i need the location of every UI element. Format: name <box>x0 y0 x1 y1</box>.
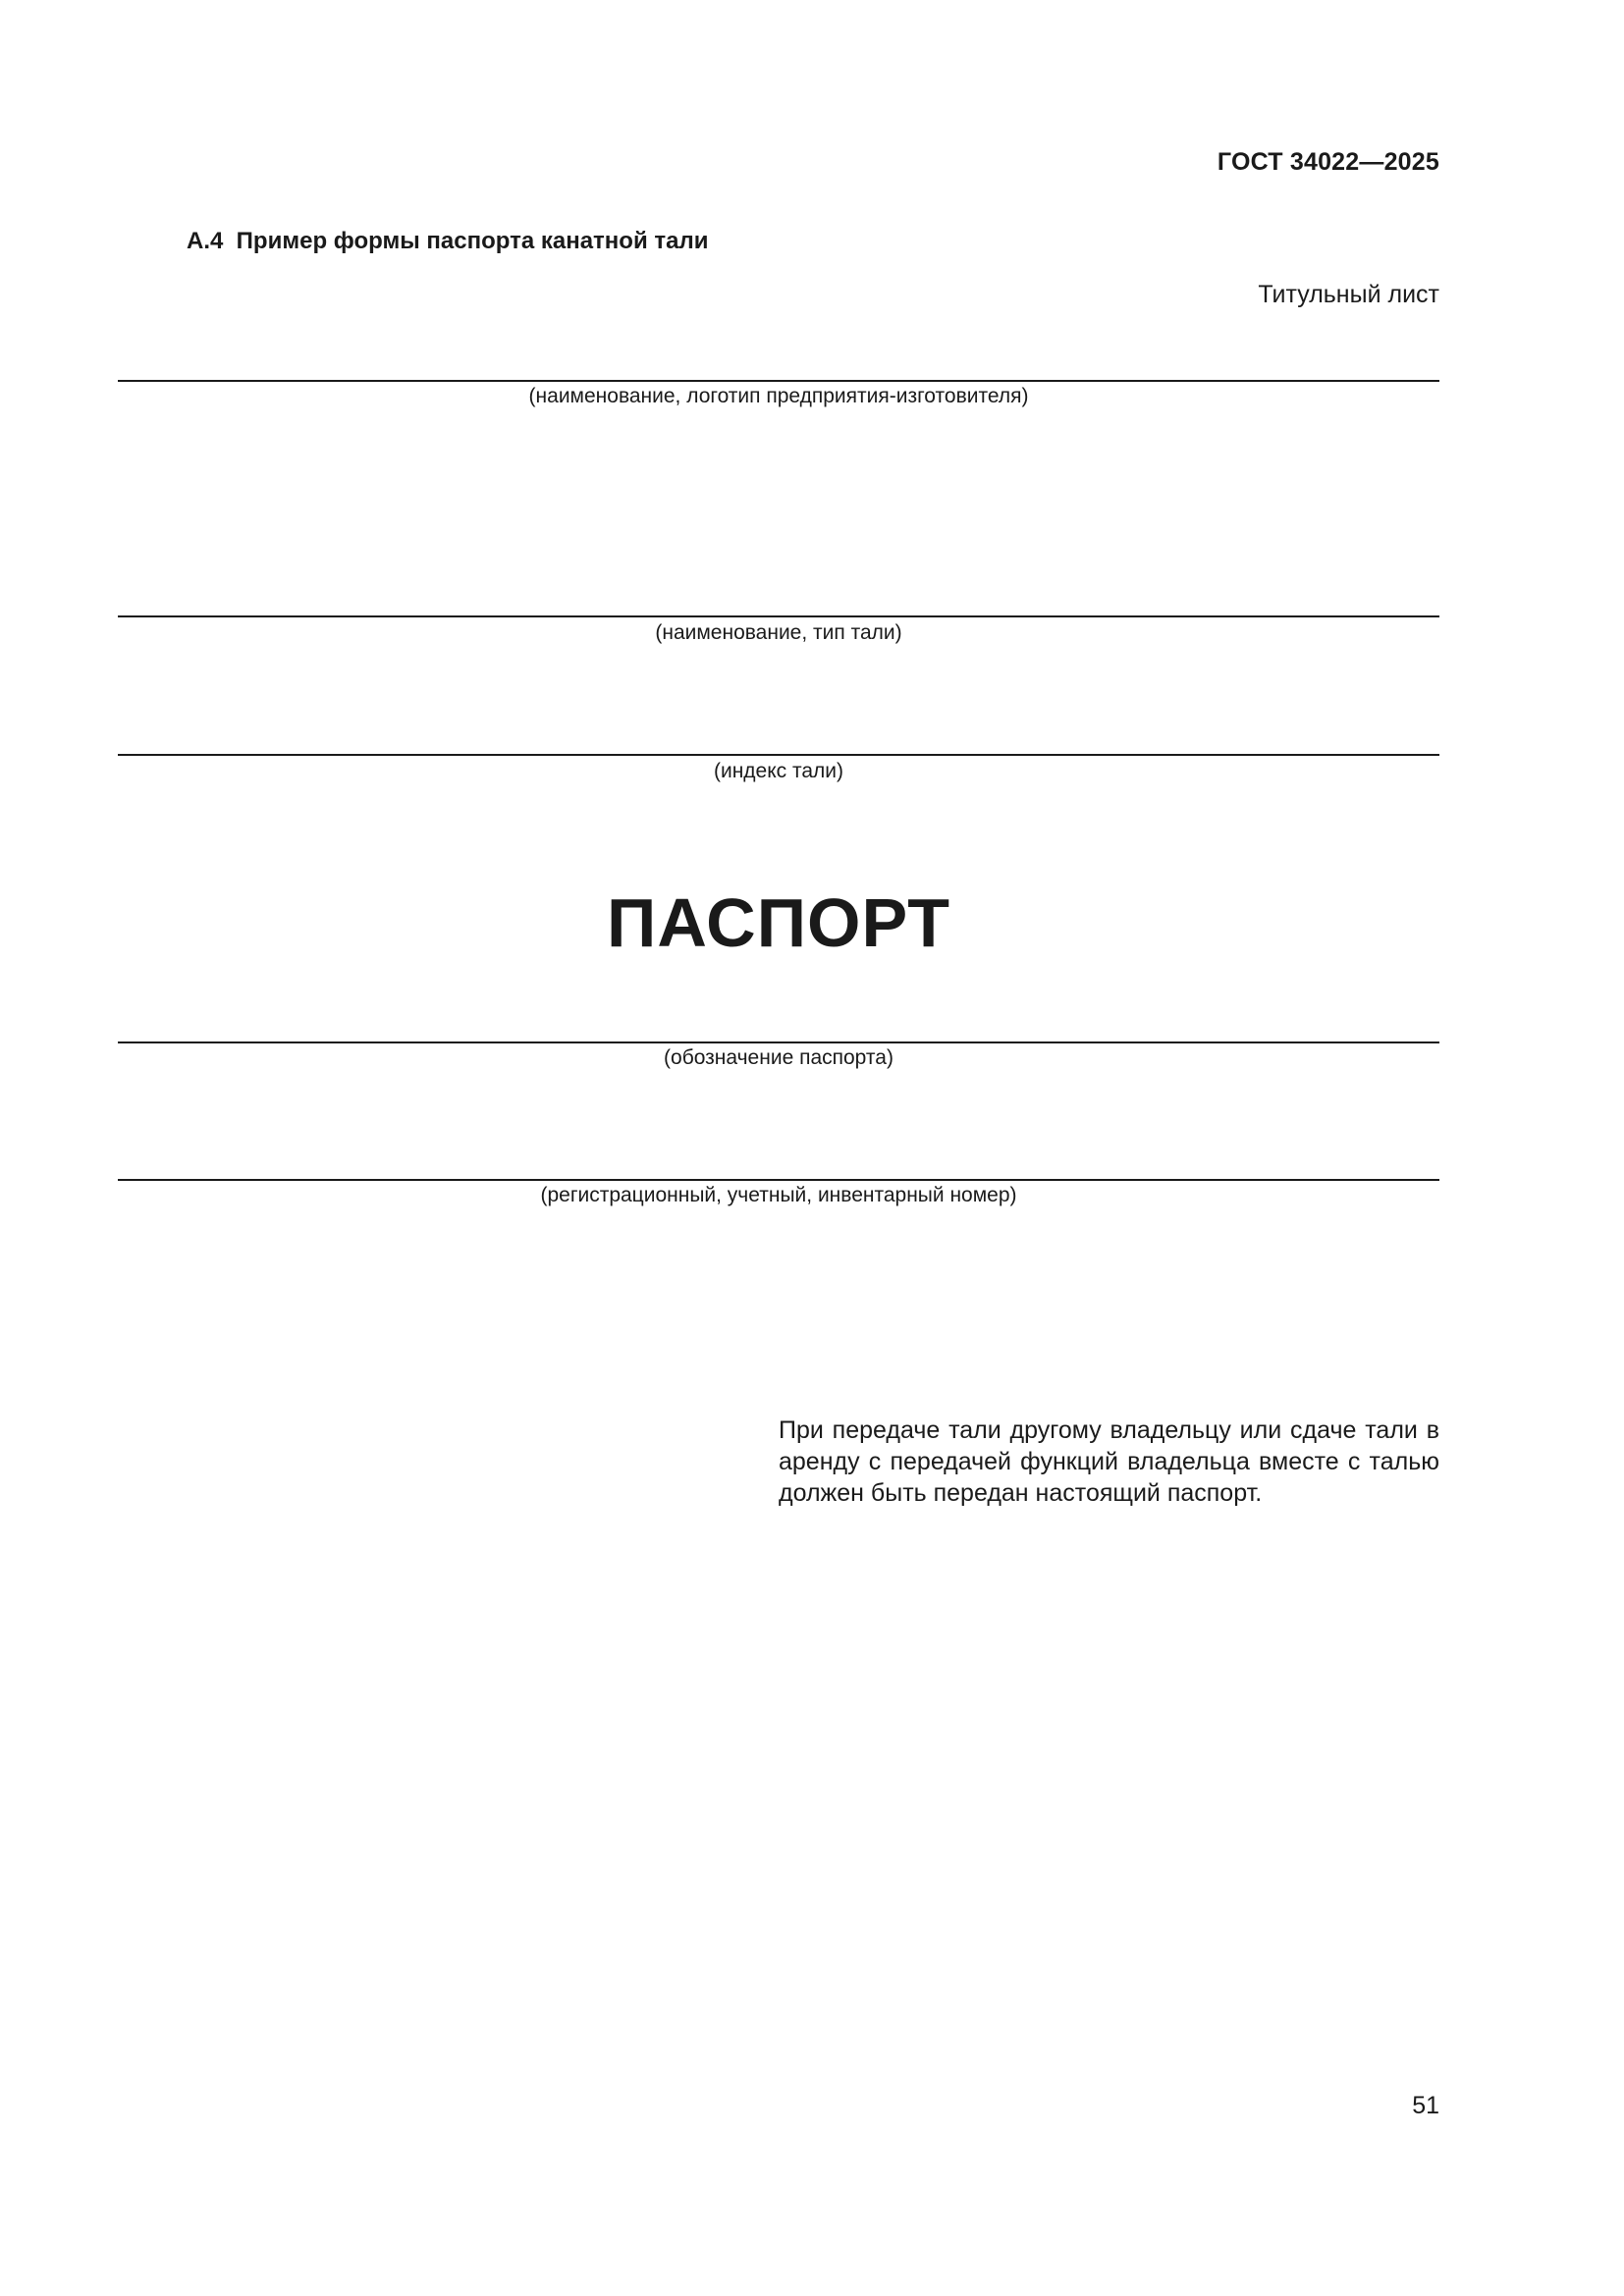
registration-number-field-line <box>118 1179 1439 1181</box>
registration-number-field-caption: (регистрационный, учетный, инвентарный номер) <box>540 1184 1017 1206</box>
manufacturer-field-caption: (наименование, логотип предприятия-изготовителя) <box>528 385 1029 407</box>
hoist-index-field-caption: (индекс тали) <box>713 760 844 782</box>
sheet-label: Титульный лист <box>1258 281 1439 308</box>
section-heading: А.4 Пример формы паспорта канатной тали <box>187 228 709 254</box>
hoist-name-field-line <box>118 615 1439 617</box>
transfer-note: При передаче тали другому владельцу или сдаче тали в аренду с передачей функций владельца вместе с талью должен быть передан настоящий паспорт. <box>779 1416 1439 1507</box>
hoist-name-field-caption: (наименование, тип тали) <box>655 621 902 644</box>
document-code: ГОСТ 34022—2025 <box>1217 148 1439 176</box>
page-number: 51 <box>1412 2092 1439 2119</box>
passport-designation-field-caption: (обозначение паспорта) <box>664 1046 893 1069</box>
hoist-index-field-line <box>118 754 1439 756</box>
passport-designation-field-line <box>118 1041 1439 1043</box>
manufacturer-field-line <box>118 380 1439 382</box>
passport-title: ПАСПОРТ <box>607 884 950 961</box>
